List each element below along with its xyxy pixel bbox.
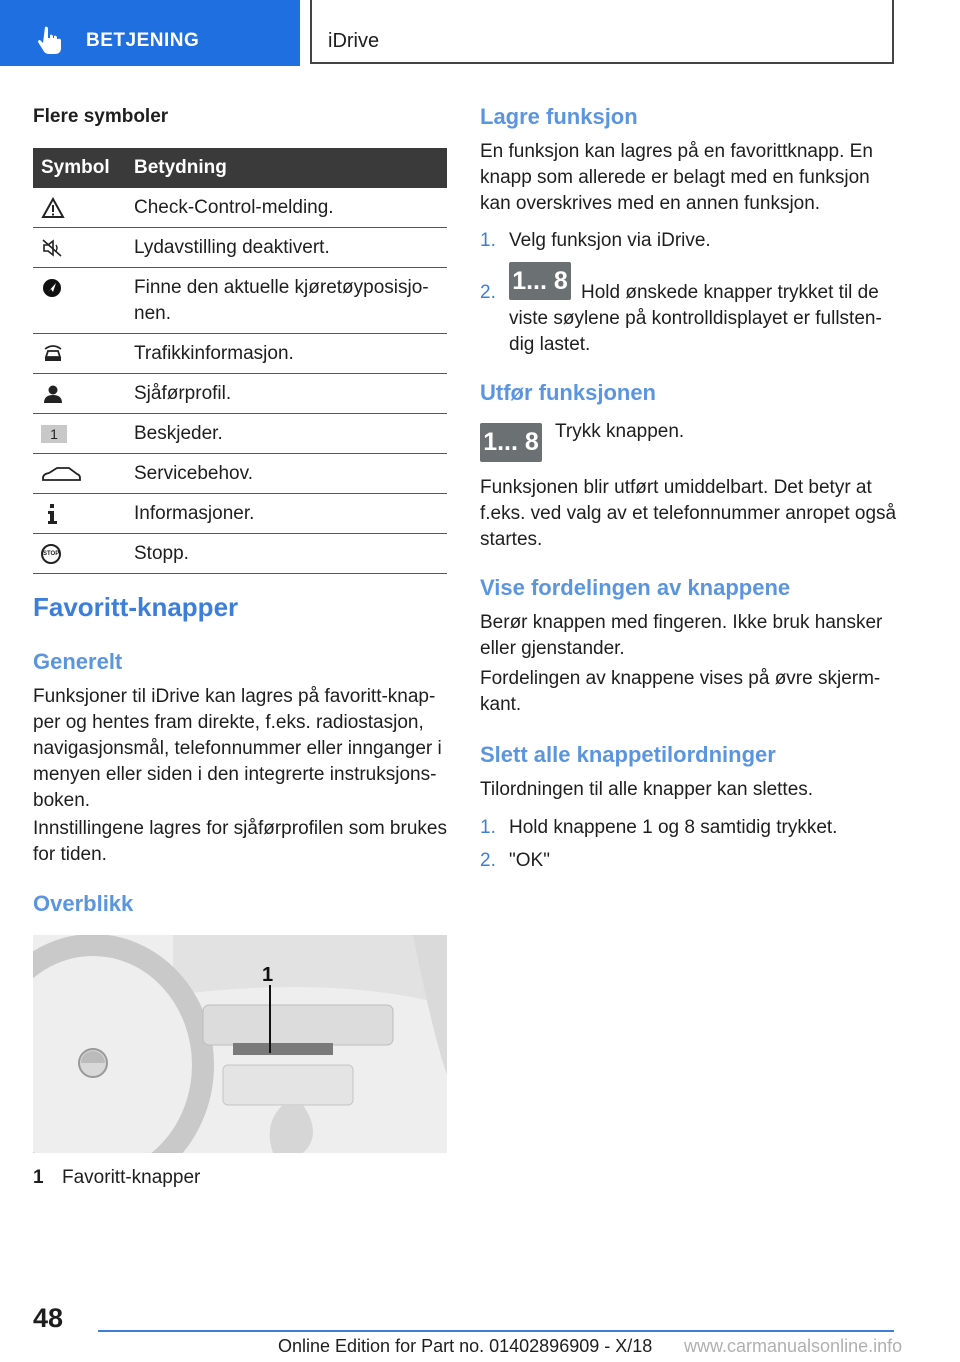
info-icon	[41, 503, 65, 525]
favoritt-heading: Favoritt-knapper	[33, 592, 239, 622]
car-service-icon	[41, 463, 81, 485]
table-header-row	[33, 148, 447, 188]
watermark: www.carmanualsonline.info	[684, 1336, 903, 1356]
message-number-icon: 1	[41, 425, 67, 443]
traffic-info-icon	[41, 343, 65, 365]
driver-profile-icon	[41, 383, 65, 405]
row-text: Lydavstilling deaktivert.	[134, 228, 447, 268]
table-row	[33, 228, 447, 268]
table-header-meaning: Betydning	[134, 148, 447, 188]
table-row	[33, 374, 447, 414]
vise-paragraph-2: Fordelingen av knappene vises på øvre skjerm-kant.	[480, 668, 881, 715]
row-text: Check-Control-melding.	[134, 188, 447, 228]
section-header	[310, 0, 894, 64]
utfor-text: Trykk knappen.	[555, 421, 685, 442]
row-text: Servicebehov.	[134, 454, 447, 494]
favorite-button-image: 1... 8	[480, 423, 542, 462]
slett-paragraph: Tilordningen til alle knapper kan slettes.	[480, 779, 814, 800]
figure-caption	[33, 1167, 201, 1189]
row-text: Sjåførprofil.	[134, 374, 447, 414]
table-row	[33, 268, 447, 334]
table-header-symbol: Symbol	[33, 148, 134, 188]
table-row	[33, 188, 447, 228]
edition-text: Online Edition for Part no. 01402896909 - X/18	[278, 1336, 653, 1356]
warning-triangle-icon	[41, 197, 65, 219]
row-text: Trafikkinformasjon.	[134, 334, 447, 374]
slett-heading: Slett alle knappetilordninger	[480, 742, 776, 767]
speaker-muted-icon	[41, 237, 65, 259]
row-text: Finne den aktuelle kjøretøyposisjo-nen.	[134, 268, 447, 334]
table-row	[33, 414, 447, 454]
row-text: Informasjoner.	[134, 494, 447, 534]
caption-number: 1	[33, 1167, 44, 1188]
generelt-paragraph-1: Funksjoner til iDrive kan lagres på favoritt-knap-per og hentes fram direkte, f.eks. radiostasjon, navigasjonsmål, telefonnummer eller innganger i menyen eller siden i den integrerte instruksjons-boken.	[33, 686, 442, 811]
chapter-title: BETJENING	[86, 30, 200, 51]
row-text: Stopp.	[134, 534, 447, 574]
table-row	[33, 534, 447, 574]
lagre-paragraph: En funksjon kan lagres på en favorittknapp. En knapp som allerede er belagt med en funksjon kan overskrives med en annen funksjon.	[480, 141, 873, 214]
generelt-paragraph-2: Innstillingene lagres for sjåførprofilen som brukes for tiden.	[33, 818, 447, 865]
list-item: 2. 1... 8 Hold ønskede knapper trykket til de viste søylene på kontrolldisplayet er fullsten-dig lastet.	[480, 262, 898, 358]
table-row	[33, 334, 447, 374]
row-text: Beskjeder.	[134, 414, 447, 454]
generelt-heading: Generelt	[33, 649, 123, 674]
vise-paragraph-1: Berør knappen med fingeren. Ikke bruk hansker eller gjenstander.	[480, 612, 883, 659]
page-number: 48	[33, 1303, 64, 1333]
favorite-button-inline: 1... 8	[509, 262, 571, 300]
list-item: 1. Velg funksjon via iDrive.	[480, 230, 711, 251]
figure-callout-label: 1	[262, 964, 274, 986]
dashboard-figure	[33, 935, 447, 1153]
stop-sign-icon: STOP	[41, 544, 61, 564]
footer-divider	[98, 1330, 894, 1332]
section-title: iDrive	[328, 30, 380, 52]
lagre-heading: Lagre funksjon	[480, 104, 638, 129]
symbols-table	[33, 148, 447, 574]
caption-text: Favoritt-knapper	[62, 1167, 201, 1188]
table-row	[33, 494, 447, 534]
utfor-paragraph: Funksjonen blir utført umiddelbart. Det betyr at f.eks. ved valg av et telefonnummer anropet også startes.	[480, 477, 897, 550]
navigation-position-icon	[41, 277, 65, 299]
list-item: 2. "OK"	[480, 850, 550, 871]
list-item: 1. Hold knappene 1 og 8 samtidig trykket.	[480, 817, 838, 838]
vise-heading: Vise fordelingen av knappene	[480, 575, 791, 600]
overblikk-heading: Overblikk	[33, 891, 134, 916]
chapter-tab	[0, 0, 300, 66]
hand-pointer-icon	[38, 26, 64, 54]
utfor-heading: Utfør funksjonen	[480, 380, 656, 405]
table-row	[33, 454, 447, 494]
symbols-heading: Flere symboler	[33, 106, 169, 127]
dashboard-illustration	[33, 935, 447, 1153]
